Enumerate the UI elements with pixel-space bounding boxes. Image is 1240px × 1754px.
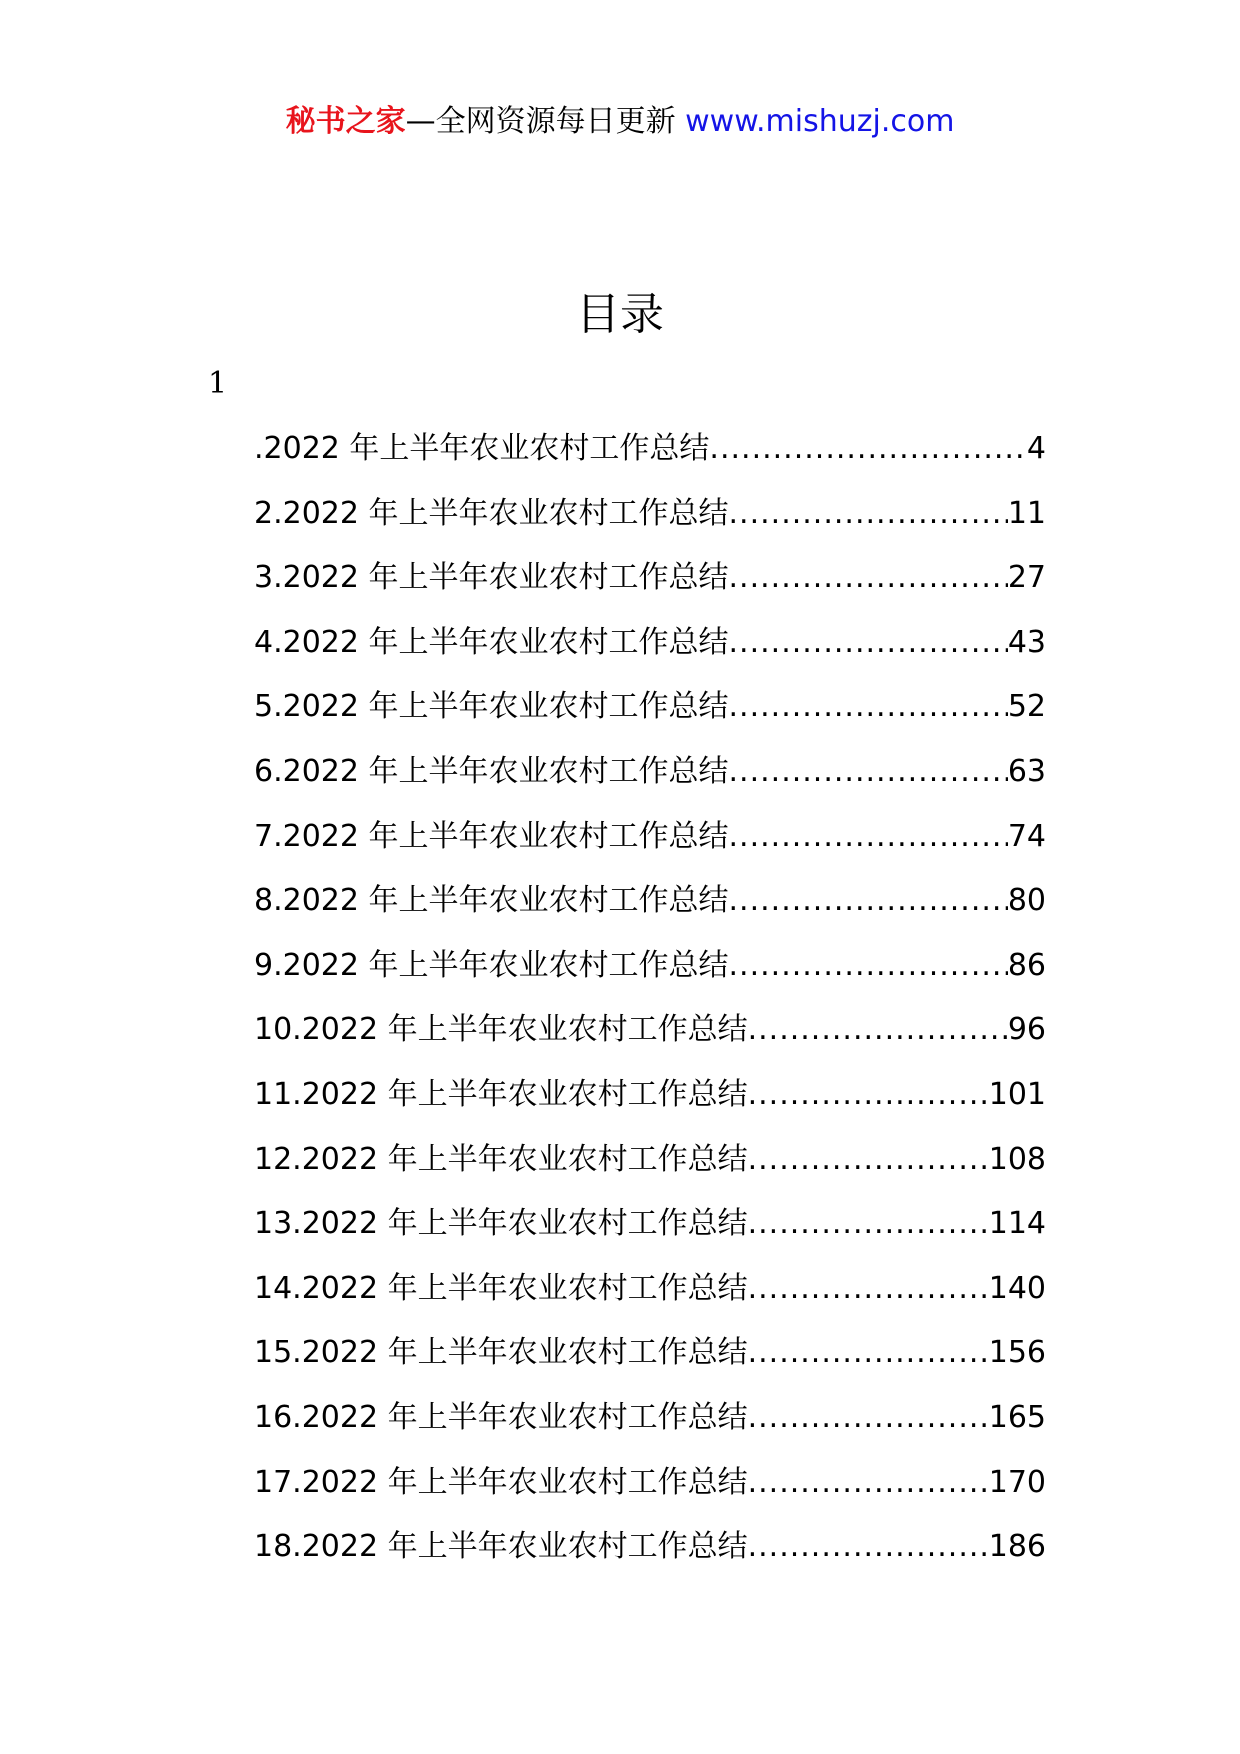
toc-entry-page: 52 bbox=[1007, 689, 1046, 725]
toc-entry-leader bbox=[729, 493, 1008, 535]
toc-entry-title: 15.2022 年上半年农业农村工作总结 bbox=[254, 1335, 748, 1371]
toc-title: 目录 bbox=[576, 289, 664, 340]
toc-entry-page: 96 bbox=[1007, 1012, 1046, 1048]
toc-entry[interactable] bbox=[254, 816, 1046, 881]
toc-entry[interactable] bbox=[254, 1397, 1046, 1462]
toc-entry[interactable] bbox=[254, 945, 1046, 1010]
toc-entry[interactable] bbox=[254, 1009, 1046, 1074]
toc-entry-title: 16.2022 年上半年农业农村工作总结 bbox=[254, 1399, 748, 1435]
toc-stray-number: 1 bbox=[208, 366, 228, 401]
toc-entry-leader bbox=[748, 1139, 989, 1181]
toc-entry-leader bbox=[709, 428, 1026, 470]
toc-entry[interactable] bbox=[254, 1074, 1046, 1139]
toc-entry-page: 74 bbox=[1007, 818, 1046, 854]
toc-entry-leader bbox=[729, 945, 1008, 987]
toc-entry-page: 86 bbox=[1007, 947, 1046, 983]
toc-entry[interactable] bbox=[254, 1139, 1046, 1204]
toc-entry[interactable] bbox=[254, 1332, 1046, 1397]
toc-entry-page: 4 bbox=[1026, 431, 1046, 466]
toc-entry[interactable] bbox=[254, 686, 1046, 751]
toc-entry[interactable] bbox=[254, 1268, 1046, 1333]
toc-entry-page: 108 bbox=[988, 1141, 1046, 1177]
toc-entry[interactable] bbox=[254, 493, 1046, 558]
toc-entry[interactable] bbox=[254, 880, 1046, 945]
toc-entry-title: .2022 年上半年农业农村工作总结 bbox=[254, 431, 710, 466]
toc-entry-page: 80 bbox=[1007, 883, 1046, 919]
header-slogan: —全网资源每日更新 bbox=[405, 104, 676, 139]
toc-entry-title: 13.2022 年上半年农业农村工作总结 bbox=[254, 1206, 748, 1242]
page-header bbox=[0, 100, 1240, 144]
toc-entry-page: 170 bbox=[988, 1464, 1046, 1500]
toc-entry-page: 27 bbox=[1007, 560, 1046, 596]
toc-entry[interactable] bbox=[254, 1462, 1046, 1527]
toc-list bbox=[254, 428, 1046, 1591]
toc-entry[interactable] bbox=[254, 557, 1046, 622]
toc-entry-title: 8.2022 年上半年农业农村工作总结 bbox=[254, 883, 729, 919]
toc-entry-page: 11 bbox=[1007, 495, 1046, 531]
toc-entry[interactable] bbox=[254, 751, 1046, 816]
toc-entry-title: 14.2022 年上半年农业农村工作总结 bbox=[254, 1270, 748, 1306]
toc-entry-leader bbox=[748, 1268, 989, 1310]
toc-entry-page: 165 bbox=[988, 1399, 1046, 1435]
toc-entry-title: 7.2022 年上半年农业农村工作总结 bbox=[254, 818, 729, 854]
toc-entry-page: 43 bbox=[1007, 624, 1046, 660]
toc-entry-page: 140 bbox=[988, 1270, 1046, 1306]
toc-entry-page: 186 bbox=[988, 1529, 1046, 1565]
toc-entry-title: 12.2022 年上半年农业农村工作总结 bbox=[254, 1141, 748, 1177]
toc-entry[interactable] bbox=[254, 622, 1046, 687]
toc-entry-leader bbox=[729, 816, 1008, 858]
toc-entry-title: 11.2022 年上半年农业农村工作总结 bbox=[254, 1076, 748, 1112]
toc-entry-leader bbox=[748, 1203, 989, 1245]
header-url-link[interactable]: www.mishuzj.com bbox=[685, 104, 955, 139]
toc-entry-title: 10.2022 年上半年农业农村工作总结 bbox=[254, 1012, 748, 1048]
toc-entry-title: 18.2022 年上半年农业农村工作总结 bbox=[254, 1529, 748, 1565]
toc-entry-title: 17.2022 年上半年农业农村工作总结 bbox=[254, 1464, 748, 1500]
toc-entry-leader bbox=[729, 622, 1008, 664]
toc-entry-leader bbox=[729, 751, 1008, 793]
toc-entry[interactable] bbox=[254, 1203, 1046, 1268]
toc-entry-leader bbox=[748, 1397, 989, 1439]
toc-entry-page: 101 bbox=[988, 1076, 1046, 1112]
toc-entry-page: 63 bbox=[1007, 753, 1046, 789]
toc-entry-title: 9.2022 年上半年农业农村工作总结 bbox=[254, 947, 729, 983]
toc-entry-page: 156 bbox=[988, 1335, 1046, 1371]
toc-entry-leader bbox=[729, 880, 1008, 922]
toc-entry-title: 4.2022 年上半年农业农村工作总结 bbox=[254, 624, 729, 660]
toc-entry-leader bbox=[748, 1074, 989, 1116]
toc-entry-title: 5.2022 年上半年农业农村工作总结 bbox=[254, 689, 729, 725]
toc-entry[interactable] bbox=[254, 428, 1046, 493]
toc-entry-title: 6.2022 年上半年农业农村工作总结 bbox=[254, 753, 729, 789]
toc-entry-leader bbox=[748, 1462, 989, 1504]
toc-entry-leader bbox=[729, 686, 1008, 728]
toc-entry-leader bbox=[729, 557, 1008, 599]
toc-entry[interactable] bbox=[254, 1526, 1046, 1591]
toc-entry-leader bbox=[748, 1526, 989, 1568]
toc-entry-leader bbox=[748, 1009, 1008, 1051]
toc-entry-title: 3.2022 年上半年农业农村工作总结 bbox=[254, 560, 729, 596]
toc-entry-leader bbox=[748, 1332, 989, 1374]
toc-entry-page: 114 bbox=[988, 1206, 1046, 1242]
toc-entry-title: 2.2022 年上半年农业农村工作总结 bbox=[254, 495, 729, 531]
header-brand: 秘书之家 bbox=[285, 104, 406, 139]
